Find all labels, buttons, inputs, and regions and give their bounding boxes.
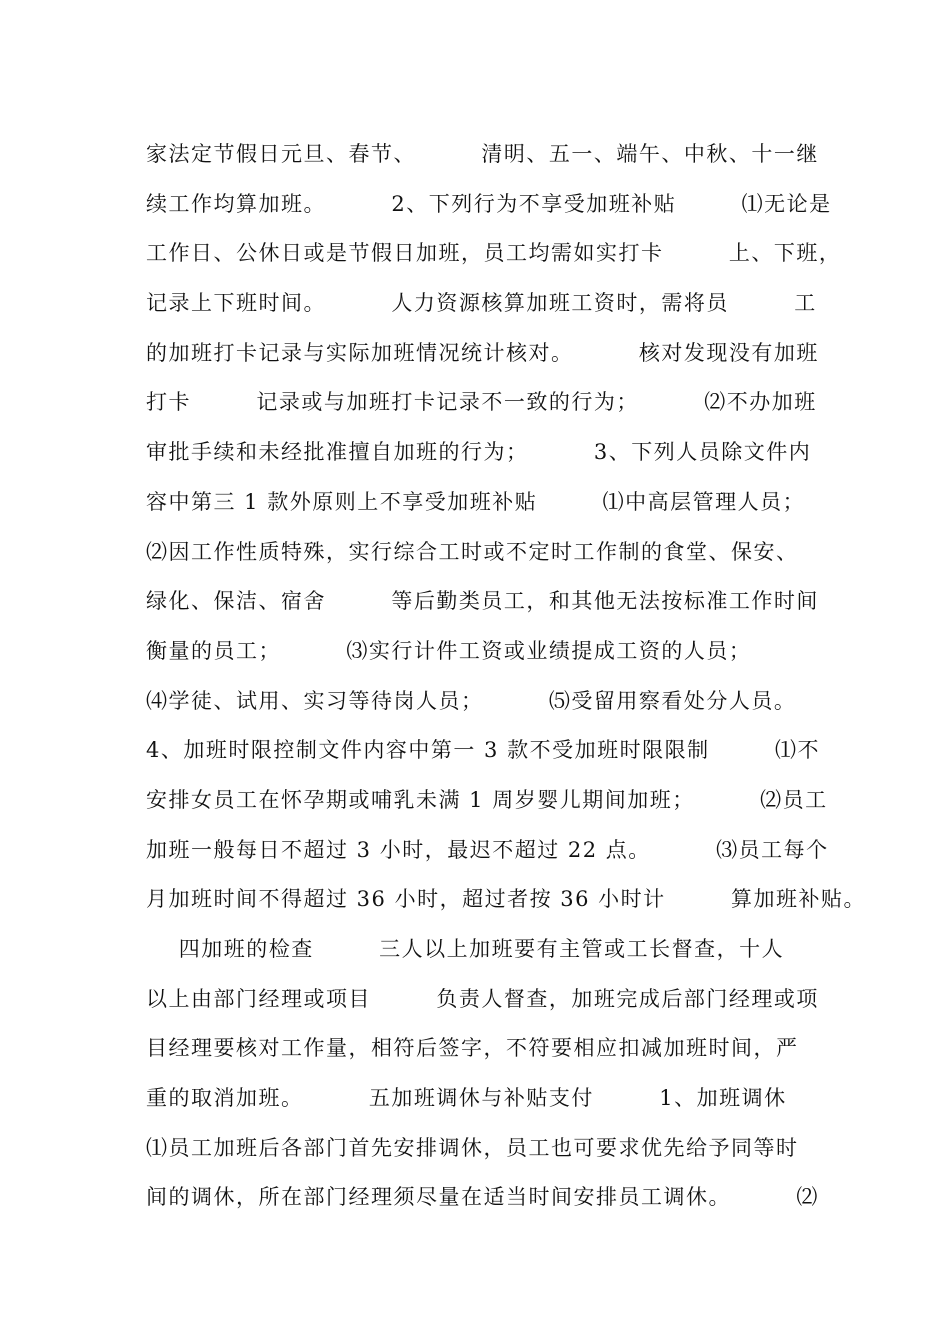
text-line: 记录上下班时间。 人力资源核算加班工资时，需将员 工 (146, 291, 817, 316)
text-line: ⑴员工加班后各部门首先安排调休，员工也可要求优先给予同等时 (146, 1135, 799, 1160)
text-line: 衡量的员工； ⑶实行计件工资或业绩提成工资的人员； (146, 638, 752, 663)
text-line: 续工作均算加班。 2、下列行为不享受加班补贴 ⑴无论是 (146, 191, 832, 216)
text-line: 家法定节假日元旦、春节、 清明、五一、端午、中秋、十一继 (146, 142, 819, 166)
text-line: 月加班时间不得超过 36 小时，超过者按 36 小时计 算加班补贴。 (146, 887, 867, 912)
document-body (146, 130, 867, 1223)
text-line: 打卡 记录或与加班打卡记录不一致的行为； ⑵不办加班 (146, 390, 817, 415)
text-line: 容中第三 1 款外原则上不享受加班补贴 ⑴中高层管理人员； (146, 489, 806, 514)
text-line: 目经理要核对工作量，相符后签字，不符要相应扣减加班时间，严 (146, 1036, 799, 1061)
text-line: 四加班的检查 三人以上加班要有主管或工长督查，十人 (146, 937, 785, 961)
text-line: ⑵因工作性质特殊，实行综合工时或不定时工作制的食堂、保安、 (146, 539, 799, 564)
text-line: 4、加班时限控制文件内容中第一 3 款不受加班时限限制 ⑴不 (146, 738, 820, 763)
text-line: 安排女员工在怀孕期或哺乳未满 1 周岁婴儿期间加班； ⑵员工 (146, 787, 828, 812)
text-line: ⑷学徒、试用、实习等待岗人员； ⑸受留用察看处分人员。 (146, 688, 797, 713)
text-line: 加班一般每日不超过 3 小时，最迟不超过 22 点。 ⑶员工每个 (146, 837, 829, 862)
text-line: 重的取消加班。 五加班调休与补贴支付 1、加班调休 (146, 1086, 787, 1111)
text-line: 绿化、保洁、宿舍 等后勤类员工，和其他无法按标准工作时间 (146, 589, 819, 614)
text-line: 工作日、公休日或是节假日加班，员工均需如实打卡 上、下班， (146, 241, 842, 266)
text-line: 间的调休，所在部门经理须尽量在适当时间安排员工调休。 ⑵ (146, 1185, 819, 1210)
text-line: 以上由部门经理或项目 负责人督查，加班完成后部门经理或项 (146, 986, 819, 1011)
text-line: 审批手续和未经批准擅自加班的行为； 3、下列人员除文件内 (146, 440, 812, 465)
text-line: 的加班打卡记录与实际加班情况统计核对。 核对发现没有加班 (146, 340, 819, 365)
